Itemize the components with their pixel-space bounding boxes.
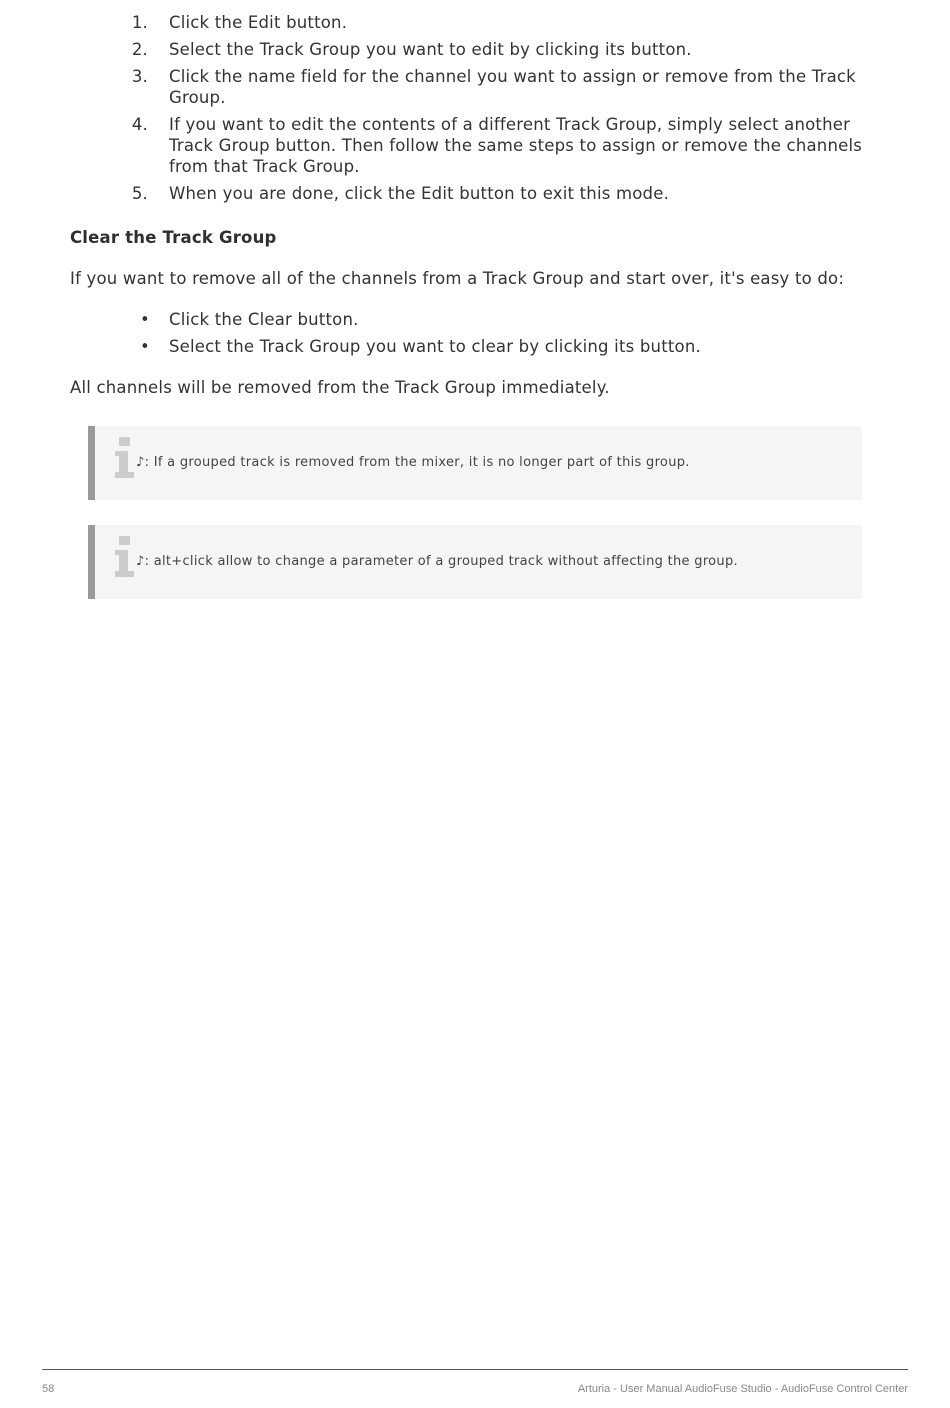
step-number: 3. [131,67,148,86]
bullet-marker: • [140,310,150,329]
list-item [0,12,950,33]
info-note [88,525,862,599]
info-icon [115,437,135,479]
list-item [0,336,950,357]
clear-steps-list [0,309,950,363]
list-item [0,309,950,330]
section-intro: If you want to remove all of the channels from a Track Group and start over, it's easy to do: [70,269,845,288]
bullet-text: Select the Track Group you want to clear by clicking its button. [169,337,701,356]
info-note [88,426,862,500]
step-text: Click the name field for the channel you want to assign or remove from the Track Group. [169,67,856,107]
step-number: 4. [131,115,148,134]
step-number: 2. [131,40,148,59]
edit-steps-list [0,12,950,210]
list-item [0,114,950,177]
step-text: Select the Track Group you want to edit by clicking its button. [169,40,692,59]
list-item [0,183,950,204]
step-text: When you are done, click the Edit button to exit this mode. [169,184,670,203]
page-number: 58 [42,1383,55,1395]
bullet-marker: • [140,337,150,356]
step-text: Click the Edit button. [169,13,348,32]
section-outro: All channels will be removed from the Track Group immediately. [70,378,610,397]
list-item [0,39,950,60]
list-item [0,66,950,108]
step-number: 5. [131,184,148,203]
note-text: ♪: If a grouped track is removed from the mixer, it is no longer part of this group. [136,455,690,470]
step-text: If you want to edit the contents of a different Track Group, simply select another Track Group button. Then follow the same steps to assign or remove the channels from that Track Group. [169,115,863,176]
bullet-text: Click the Clear button. [169,310,359,329]
info-icon [115,536,135,578]
step-number: 1. [131,13,148,32]
footer-divider [42,1369,908,1370]
section-heading: Clear the Track Group [70,228,277,247]
note-text: ♪: alt+click allow to change a parameter of a grouped track without affecting the group. [136,554,738,569]
footer-doc-title: Arturia - User Manual AudioFuse Studio - AudioFuse Control Center [577,1383,908,1395]
